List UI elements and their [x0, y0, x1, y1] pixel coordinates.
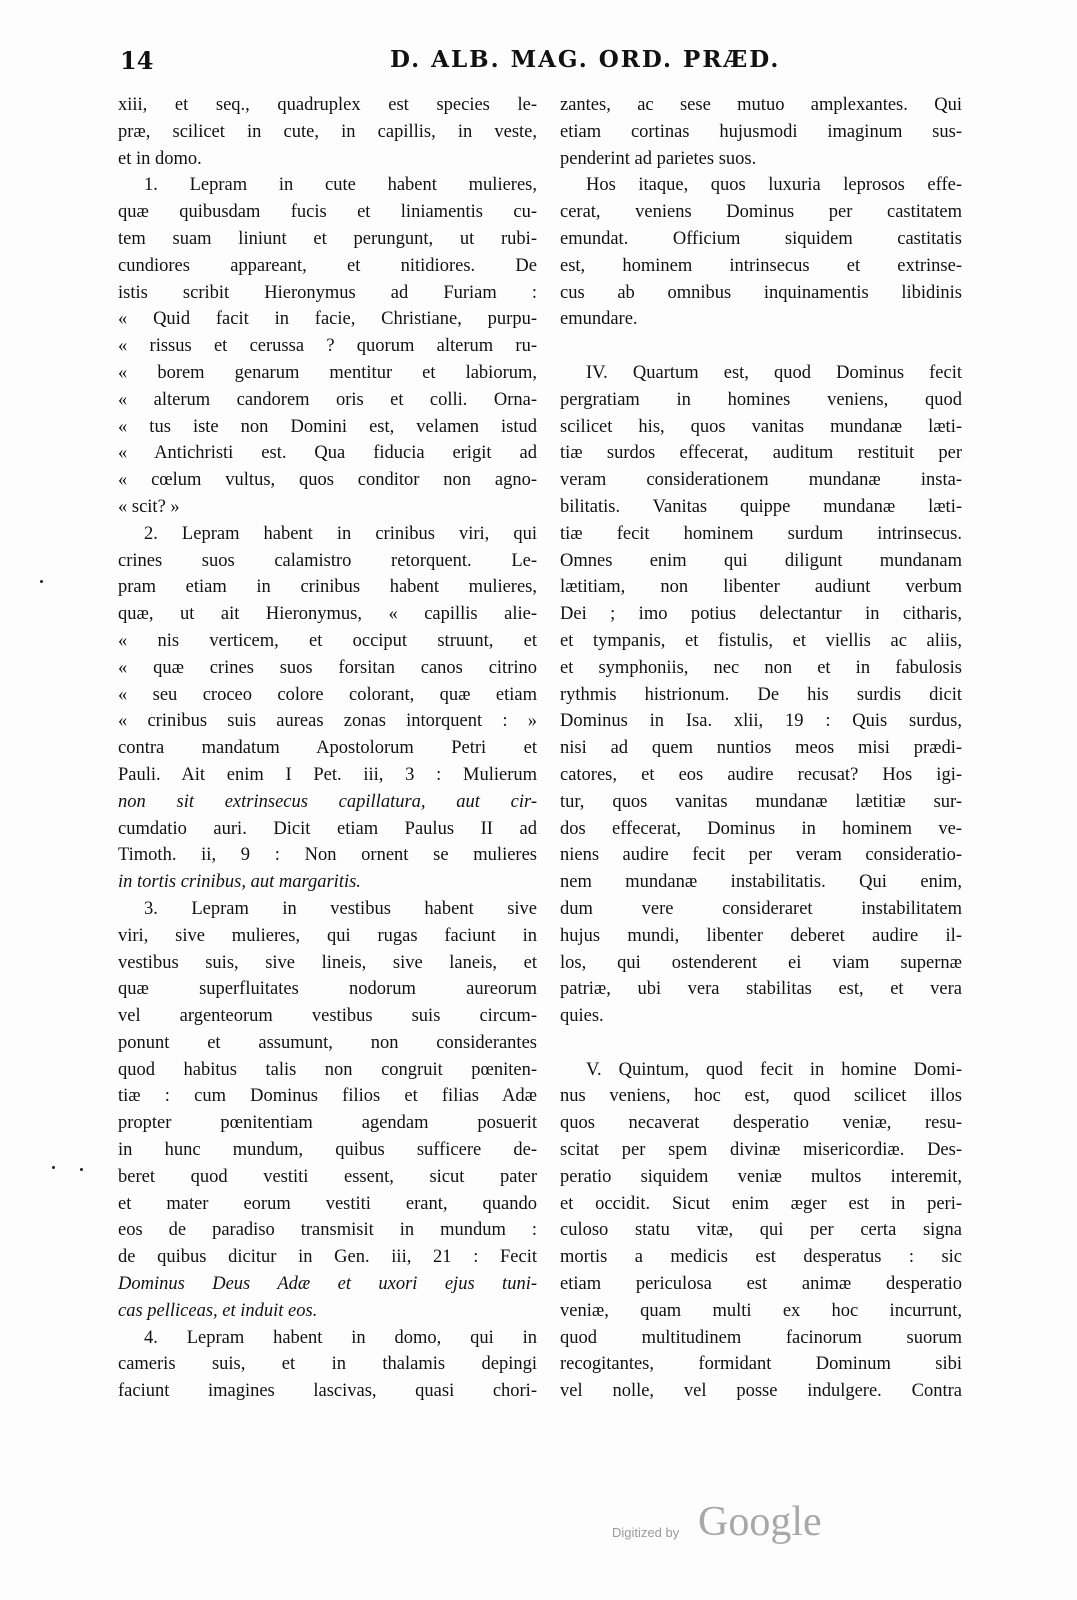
text-line: istis scribit Hieronymus ad Furiam : — [118, 282, 537, 303]
text-line: bilitatis. Vanitas quippe mundanæ læti- — [560, 496, 962, 517]
text-line: los, qui ostenderent ei viam supernæ — [560, 952, 962, 973]
text-line: « nis verticem, et occiput struunt, et — [118, 630, 537, 651]
text-line: V. Quintum, quod fecit in homine Domi- — [586, 1059, 962, 1080]
paragraph-gap — [560, 1030, 962, 1057]
text-line: veniæ, quam multi ex hoc incurrunt, — [560, 1300, 962, 1321]
text-line: cundiores appareant, et nitidiores. De — [118, 255, 537, 276]
text-line: « cœlum vultus, quos conditor non agno- — [118, 470, 537, 491]
text-line: non sit extrinsecus capillatura, aut cir- — [118, 791, 537, 812]
text-line: vestibus suis, sive lineis, sive laneis, et — [118, 952, 537, 973]
text-line: penderint ad parietes suos. — [560, 148, 757, 169]
running-head — [120, 46, 958, 78]
text-line: in hunc mundum, quibus sufficere de- — [118, 1140, 537, 1161]
stray-mark — [40, 580, 43, 583]
text-line: et symphoniis, nec non et in fabulosis — [560, 657, 962, 678]
text-line: contra mandatum Apostolorum Petri et — [118, 738, 537, 759]
text-line: rythmis histrionum. De his surdis dicit — [560, 684, 962, 705]
text-line: eos de paradiso transmisit in mundum : — [118, 1220, 537, 1241]
text-line: emundare. — [560, 309, 638, 330]
text-line: « tus iste non Domini est, velamen istud — [118, 416, 537, 437]
text-line: lætitiam, non libenter audiunt verbum — [560, 577, 962, 598]
watermark-small-text: Digitized by — [612, 1525, 680, 1540]
stray-mark — [80, 1168, 83, 1171]
text-line: « quæ crines suos forsitan canos citrino — [118, 657, 537, 678]
text-line: dos effecerat, Dominus in hominem ve- — [560, 818, 962, 839]
text-line: scitat per spem divinæ misericordiæ. Des- — [560, 1140, 962, 1161]
text-line: « Antichristi est. Qua fiducia erigit ad — [118, 443, 537, 464]
text-line: crines suos calamistro retorquent. Le- — [118, 550, 537, 571]
text-line: Hos itaque, quos luxuria leprosos effe- — [586, 175, 962, 196]
text-line: cas pelliceas, et induit eos. — [118, 1300, 318, 1321]
text-line: est, hominem intrinsecus et extrinse- — [560, 255, 962, 276]
page-number: 14 — [120, 46, 154, 75]
text-line: in tortis crinibus, aut margaritis. — [118, 872, 361, 893]
text-line: 2. Lepram habent in crinibus viri, qui — [144, 523, 537, 544]
text-line: « borem genarum mentitur et labiorum, — [118, 362, 537, 383]
text-line: vel nolle, vel posse indulgere. Contra — [560, 1381, 962, 1402]
text-line: mortis a medicis est desperatus : sic — [560, 1247, 962, 1268]
text-line: cumdatio auri. Dicit etiam Paulus II ad — [118, 818, 537, 839]
text-line: Timoth. ii, 9 : Non ornent se mulieres — [118, 845, 537, 866]
running-title: D. ALB. MAG. ORD. PRÆD. — [390, 46, 781, 73]
text-line: culoso statu vitæ, qui per certa signa — [560, 1220, 962, 1241]
text-line: pergratiam in homines veniens, quod — [560, 389, 962, 410]
text-line: nisi ad quem nuntios meos misi prædi- — [560, 738, 962, 759]
text-line: quos necaverat desperatio veniæ, resu- — [560, 1113, 962, 1134]
text-line: Dei ; imo potius delectantur in citharis, — [560, 604, 962, 625]
text-line: tiæ : cum Dominus filios et filias Adæ — [118, 1086, 537, 1107]
google-logo-text: Google — [698, 1499, 822, 1545]
text-line: quæ, ut ait Hieronymus, « capillis alie- — [118, 604, 537, 625]
right-text-column — [560, 92, 962, 1405]
text-line: Omnes enim qui diligunt mundanam — [560, 550, 962, 571]
text-line: IV. Quartum est, quod Dominus fecit — [586, 362, 962, 383]
text-line: 3. Lepram in vestibus habent sive — [144, 898, 537, 919]
text-line: « scit? » — [118, 496, 180, 517]
text-line: etiam periculosa est animæ desperatio — [560, 1274, 962, 1295]
text-line: emundat. Officium siquidem castitatis — [560, 228, 962, 249]
left-text-column — [118, 92, 537, 1405]
text-line: cus ab omnibus inquinamentis libidinis — [560, 282, 962, 303]
text-line: nus veniens, hoc est, quod scilicet illos — [560, 1086, 962, 1107]
text-line: quæ superfluitates nodorum aureorum — [118, 979, 537, 1000]
text-line: de quibus dicitur in Gen. iii, 21 : Fecit — [118, 1247, 537, 1268]
text-line: « alterum candorem oris et colli. Orna- — [118, 389, 537, 410]
text-line: viri, sive mulieres, qui rugas faciunt in — [118, 925, 537, 946]
text-line: « crinibus suis aureas zonas intorquent : » — [118, 711, 537, 732]
text-line: et mater eorum vestiti erant, quando — [118, 1193, 537, 1214]
text-line: ponunt et assumunt, non considerantes — [118, 1032, 537, 1053]
text-line: catores, et eos audire recusat? Hos igi- — [560, 764, 962, 785]
text-line: Pauli. Ait enim I Pet. iii, 3 : Mulierum — [118, 764, 537, 785]
text-line: peratio siquidem veniæ multos interemit, — [560, 1166, 962, 1187]
text-line: quies. — [560, 1006, 604, 1027]
text-line: scilicet his, quos vanitas mundanæ læti- — [560, 416, 962, 437]
text-line: 1. Lepram in cute habent mulieres, — [144, 175, 537, 196]
stray-mark — [52, 1166, 55, 1169]
text-line: etiam cortinas hujusmodi imaginum sus- — [560, 121, 962, 142]
text-line: et tympanis, et fistulis, et viellis ac aliis, — [560, 630, 962, 651]
text-line: beret quod vestiti essent, sicut pater — [118, 1166, 537, 1187]
text-line: niens audire fecit per veram consideratio- — [560, 845, 962, 866]
text-line: veram considerationem mundanæ insta- — [560, 470, 962, 491]
text-line: « seu croceo colore colorant, quæ etiam — [118, 684, 537, 705]
text-line: « Quid facit in facie, Christiane, purpu- — [118, 309, 537, 330]
text-line: faciunt imagines lascivas, quasi chori- — [118, 1381, 537, 1402]
text-line: tiæ fecit hominem surdum intrinsecus. — [560, 523, 962, 544]
text-line: pram etiam in crinibus habent mulieres, — [118, 577, 537, 598]
text-line: cerat, veniens Dominus per castitatem — [560, 202, 962, 223]
text-line: xiii, et seq., quadruplex est species le- — [118, 95, 537, 115]
text-line: Dominus in Isa. xlii, 19 : Quis surdus, — [560, 711, 962, 732]
text-line: præ, scilicet in cute, in capillis, in veste, — [118, 121, 537, 142]
text-line: cameris suis, et in thalamis depingi — [118, 1354, 537, 1375]
text-line: et occidit. Sicut enim æger est in peri- — [560, 1193, 962, 1214]
text-line: quod multitudinem facinorum suorum — [560, 1327, 962, 1348]
text-line: patriæ, ubi vera stabilitas est, et vera — [560, 979, 962, 1000]
text-line: vel argenteorum vestibus suis circum- — [118, 1006, 537, 1027]
text-line: tem suam liniunt et perungunt, ut rubi- — [118, 228, 537, 249]
paragraph-gap — [560, 333, 962, 360]
text-line: recogitantes, formidant Dominum sibi — [560, 1354, 962, 1375]
text-line: dum vere consideraret instabilitatem — [560, 898, 962, 919]
text-line: et in domo. — [118, 148, 202, 169]
text-line: 4. Lepram habent in domo, qui in — [144, 1327, 537, 1348]
text-line: quæ quibusdam fucis et liniamentis cu- — [118, 202, 537, 223]
text-line: hujus mundi, libenter deberet audire il- — [560, 925, 962, 946]
text-line: Dominus Deus Adæ et uxori ejus tuni- — [118, 1274, 537, 1295]
text-line: « rissus et cerussa ? quorum alterum ru- — [118, 336, 537, 357]
text-line: zantes, ac sese mutuo amplexantes. Qui — [560, 95, 962, 115]
text-line: nem mundanæ instabilitatis. Qui enim, — [560, 872, 962, 893]
text-line: tiæ surdos effecerat, auditum restituit per — [560, 443, 962, 464]
text-line: tur, quos vanitas mundanæ lætitiæ sur- — [560, 791, 962, 812]
text-line: propter pœnitentiam agendam posuerit — [118, 1113, 537, 1134]
text-line: quod habitus talis non congruit pœniten- — [118, 1059, 537, 1080]
